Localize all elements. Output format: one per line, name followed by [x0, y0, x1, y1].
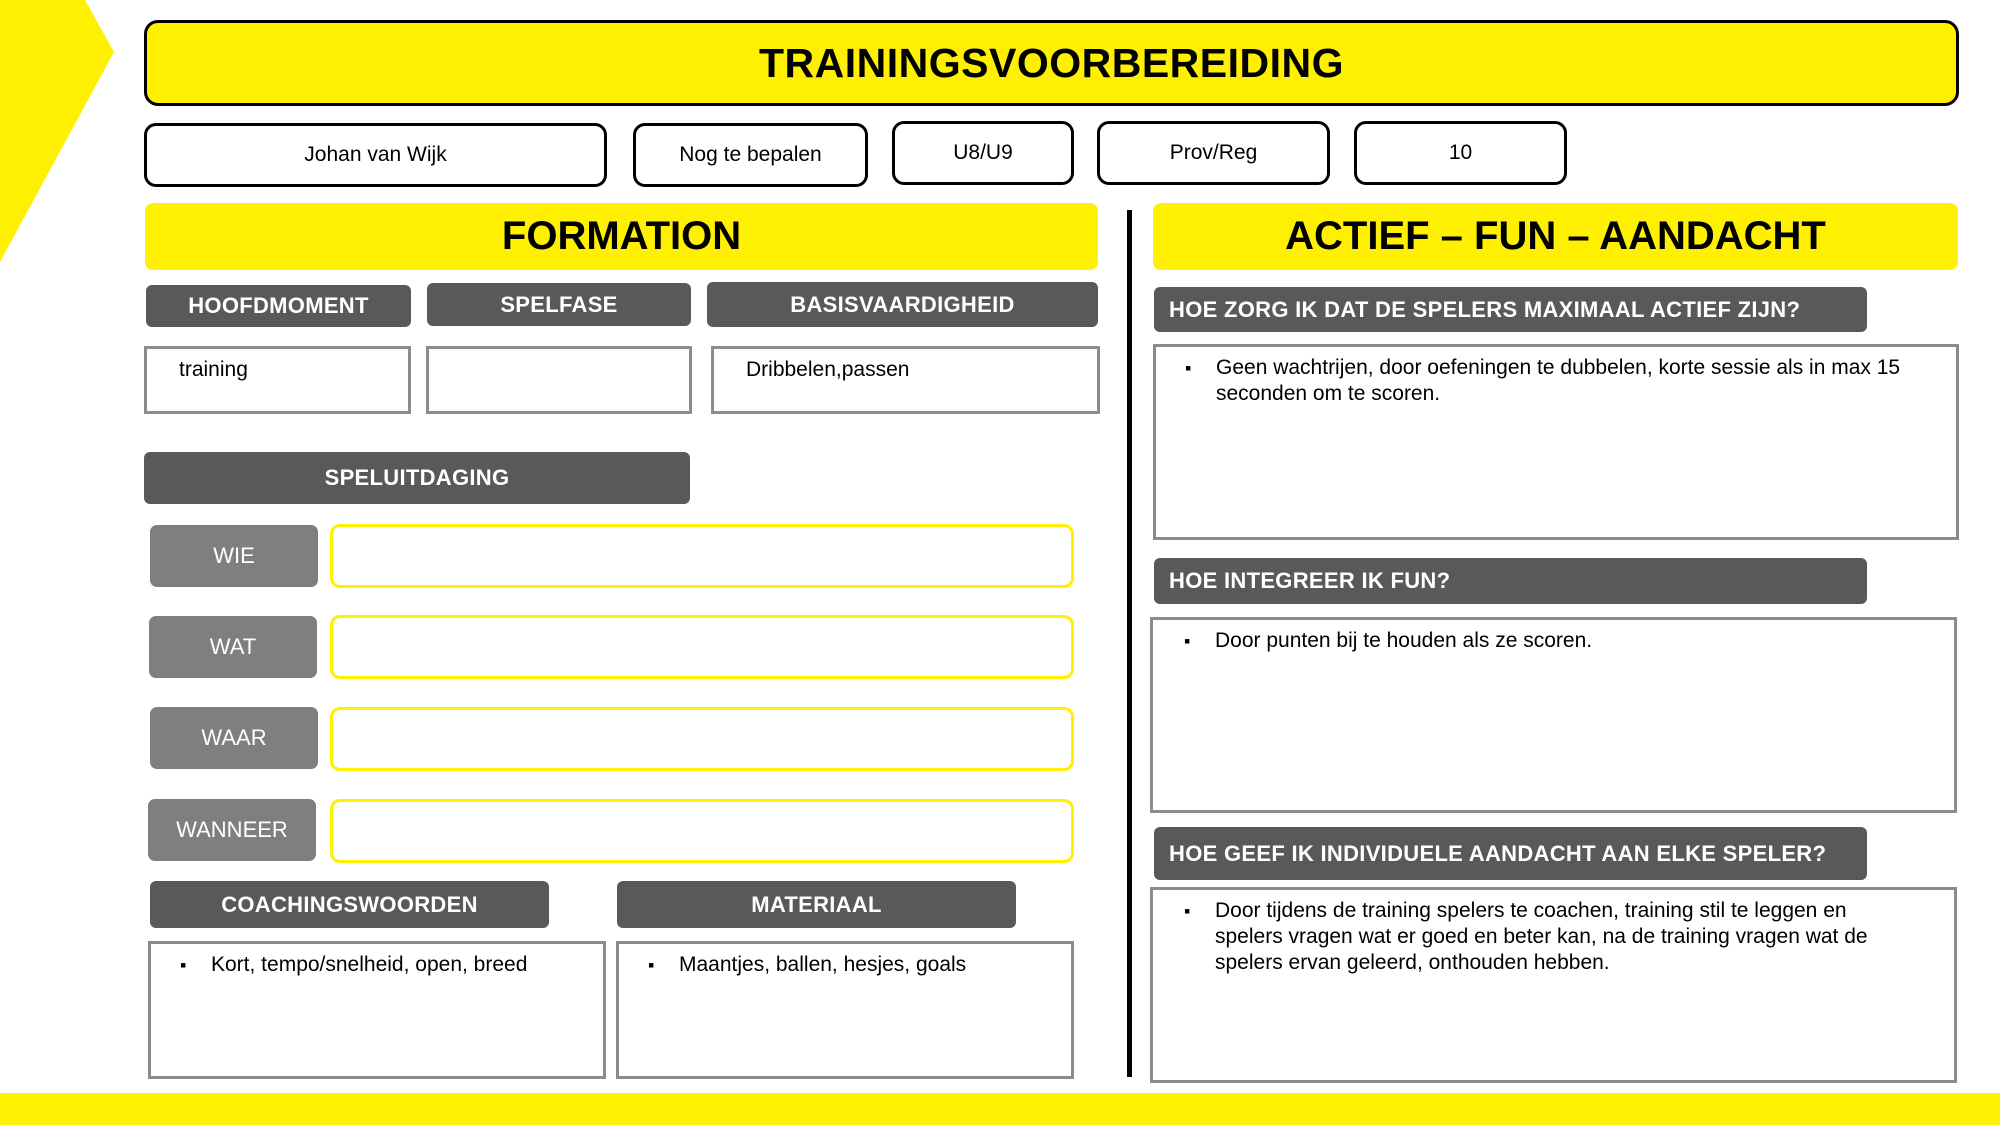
list-item: ▪ Kort, tempo/snelheid, open, breed [211, 952, 583, 978]
waar-input[interactable] [330, 707, 1074, 771]
afa-title: ACTIEF – FUN – AANDACHT [1285, 214, 1826, 258]
basisvaardigheid-field[interactable] [711, 346, 1100, 414]
wanneer-label [148, 799, 316, 861]
q3-label-text: HOE GEEF IK INDIVIDUELE AANDACHT AAN ELKE SPELER? [1169, 840, 1827, 866]
wat-label-text: WAT [209, 634, 257, 659]
q2-list [1153, 620, 1954, 654]
materiaal-list [619, 944, 1071, 978]
spelfase-label [427, 283, 691, 326]
wanneer-label-text: WANNEER [176, 817, 288, 842]
trainer-field[interactable] [144, 123, 607, 187]
hoofdmoment-label [146, 285, 411, 327]
coaching-label [150, 881, 549, 928]
basisvaardigheid-value: Dribbelen,passen [746, 358, 910, 381]
date-field[interactable] [633, 123, 868, 187]
wie-input[interactable] [330, 524, 1074, 588]
spelfase-value [429, 349, 689, 357]
waar-label [150, 707, 318, 769]
players-value: 10 [1448, 141, 1473, 164]
column-divider [1127, 210, 1132, 1077]
q2-label-text: HOE INTEGREER IK FUN? [1169, 568, 1451, 593]
wat-input[interactable] [330, 615, 1074, 679]
waar-label-text: WAAR [201, 725, 267, 750]
formation-title: FORMATION [501, 214, 742, 258]
list-item: ▪ Door tijdens de training spelers te coachen, training stil te leggen en spelers vragen wat er goed en beter kan, na de training vragen wat de spelers ervan geleerd, onthouden hebben. [1215, 898, 1894, 976]
wat-label [149, 616, 317, 678]
footer-band [0, 1093, 2000, 1125]
basisvaardigheid-label [707, 282, 1098, 327]
q3-label [1154, 827, 1867, 880]
decorative-arrow-shape [0, 0, 120, 270]
hoofdmoment-label-text: HOOFDMOMENT [188, 293, 369, 318]
hoofdmoment-field[interactable] [144, 346, 411, 414]
q1-label [1154, 287, 1867, 332]
basisvaardigheid-label-text: BASISVAARDIGHEID [790, 291, 1015, 317]
spelfase-label-text: SPELFASE [500, 291, 618, 317]
level-value: Prov/Reg [1169, 141, 1258, 164]
coaching-box[interactable] [148, 941, 606, 1079]
spelfase-field[interactable] [426, 346, 692, 414]
wie-label [150, 525, 318, 587]
hoofdmoment-value: training [179, 358, 248, 381]
q1-list [1156, 347, 1956, 407]
title-bar [144, 20, 1959, 106]
q3-box[interactable] [1150, 887, 1957, 1083]
players-field[interactable] [1354, 121, 1567, 185]
wie-label-text: WIE [213, 543, 255, 568]
q1-box[interactable] [1153, 344, 1959, 540]
materiaal-label-text: MATERIAAL [751, 891, 882, 917]
materiaal-label [617, 881, 1016, 928]
wanneer-input[interactable] [330, 799, 1074, 863]
formation-header [145, 203, 1098, 270]
date-value: Nog te bepalen [679, 143, 822, 166]
age-group-field[interactable] [892, 121, 1074, 185]
age-group-value: U8/U9 [953, 141, 1013, 164]
trainer-value: Johan van Wijk [304, 143, 447, 166]
q2-box[interactable] [1150, 617, 1957, 813]
afa-header [1153, 203, 1958, 270]
page-title: TRAININGSVOORBEREIDING [758, 39, 1345, 86]
materiaal-box[interactable] [616, 941, 1074, 1079]
speluitdaging-label [144, 452, 690, 504]
coaching-label-text: COACHINGSWOORDEN [221, 891, 478, 917]
level-field[interactable] [1097, 121, 1330, 185]
list-item: ▪ Geen wachtrijen, door oefeningen te dubbelen, korte sessie als in max 15 seconden om te scoren. [1216, 355, 1936, 407]
q2-label [1154, 558, 1867, 604]
q3-list [1153, 890, 1954, 976]
list-item: ▪ Door punten bij te houden als ze scoren. [1215, 628, 1934, 654]
speluitdaging-label-text: SPELUITDAGING [324, 465, 510, 490]
list-item: ▪ Maantjes, ballen, hesjes, goals [679, 952, 1051, 978]
coaching-list [151, 944, 603, 978]
q1-label-text: HOE ZORG IK DAT DE SPELERS MAXIMAAL ACTIEF ZIJN? [1169, 296, 1801, 322]
